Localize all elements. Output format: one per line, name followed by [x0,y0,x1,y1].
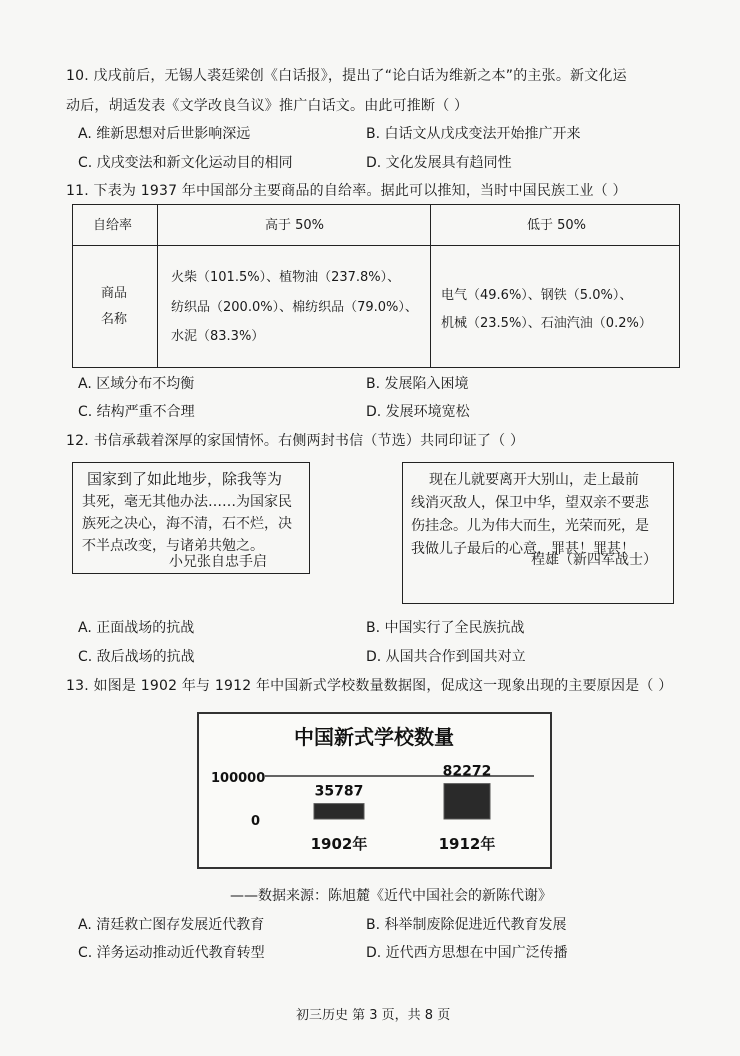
q10-option-b[interactable]: B. 白话文从戊戌变法开始推广开来 [366,126,581,142]
letter1-line: 族死之决心，海不清，石不烂，决 [82,516,292,532]
y-tick-label: 0 [251,814,261,829]
school-count-chart [197,712,552,869]
table-divider [73,245,679,246]
table-divider [430,205,431,367]
letter2-line: 我做儿子最后的心意，罪甚！罪甚！ [411,541,635,557]
y-tick-label: 100000 [211,771,266,786]
letter1-line: 不半点改变，与诸弟共勉之。 [82,538,264,554]
letter1-line: 国家到了如此地步，除我等为 [87,470,283,488]
table-cell-high: 纺织品（200.0%）、棉纺织品（79.0%）、 [171,300,418,315]
self-sufficiency-table [72,204,680,368]
table-header-high: 高于 50% [265,218,325,233]
table-row-label: 商品 [101,286,128,301]
q12-option-a[interactable]: A. 正面战场的抗战 [78,620,195,636]
page-footer: 初三历史 第 3 页，共 8 页 [296,1008,451,1023]
q12-option-d[interactable]: D. 从国共合作到国共对立 [366,649,526,665]
x-tick-label: 1902年 [310,835,368,853]
bar-value-label: 35787 [314,783,364,800]
letter2-signature: 程雄（新四军战士） [531,552,657,568]
letter2-line: 线消灭敌人，保卫中华，望双亲不要悲 [411,495,649,511]
q11-stem: 11. 下表为 1937 年中国部分主要商品的自给率。据此可以推知，当时中国民族工业（ ） [66,183,627,199]
q11-option-c[interactable]: C. 结构严重不合理 [78,404,195,420]
q10-stem-line2: 动后，胡适发表《文学改良刍议》推广白话文。由此可推断（ ） [66,98,469,114]
letter2-line: 现在儿就要离开大别山，走上最前 [429,472,639,488]
table-cell-high: 火柴（101.5%）、植物油（237.8%）、 [171,270,401,285]
chart-source-caption: ——数据来源：陈旭麓《近代中国社会的新陈代谢》 [230,888,552,904]
chart-title: 中国新式学校数量 [294,725,454,749]
letter-zhang-zizhong [72,462,310,574]
q13-stem: 13. 如图是 1902 年与 1912 年中国新式学校数量数据图，促成这一现象出现的主要原因是（ ） [66,678,673,694]
table-divider [157,205,158,367]
letter1-signature: 小兄张自忠手启 [169,554,267,570]
bar-chart-svg [199,714,550,867]
bar-1902年 [314,804,364,819]
q12-option-c[interactable]: C. 敌后战场的抗战 [78,649,195,665]
letter2-line: 伤挂念。儿为伟大而生，光荣而死，是 [411,518,649,534]
q13-option-c[interactable]: C. 洋务运动推动近代教育转型 [78,945,265,961]
q12-stem: 12. 书信承载着深厚的家国情怀。右侧两封书信（节选）共同印证了（ ） [66,433,525,449]
q11-option-b[interactable]: B. 发展陷入困境 [366,376,469,392]
q11-option-a[interactable]: A. 区域分布不均衡 [78,376,195,392]
bar-1912年 [444,784,490,819]
q13-option-a[interactable]: A. 清廷救亡图存发展近代教育 [78,917,265,933]
table-header-label: 自给率 [93,218,133,233]
bar-value-label: 82272 [442,763,492,780]
table-cell-low: 机械（23.5%）、石油汽油（0.2%） [441,316,652,331]
q10-option-a[interactable]: A. 维新思想对后世影响深远 [78,126,251,142]
q13-option-d[interactable]: D. 近代西方思想在中国广泛传播 [366,945,568,961]
letter-cheng-xiong [402,462,674,604]
table-header-low: 低于 50% [527,218,587,233]
q11-option-d[interactable]: D. 发展环境宽松 [366,404,470,420]
q12-option-b[interactable]: B. 中国实行了全民族抗战 [366,620,525,636]
table-cell-low: 电气（49.6%）、钢铁（5.0%）、 [441,288,633,303]
q10-option-c[interactable]: C. 戊戌变法和新文化运动目的相同 [78,155,293,171]
table-cell-high: 水泥（83.3%） [171,329,265,344]
q13-option-b[interactable]: B. 科举制废除促进近代教育发展 [366,917,567,933]
q10-option-d[interactable]: D. 文化发展具有趋同性 [366,155,512,171]
q10-stem-line1: 10. 戊戌前后，无锡人裘廷梁创《白话报》，提出了“论白话为维新之本”的主张。新文化运 [66,68,627,84]
table-row-label: 名称 [101,312,128,327]
letter1-line: 其死，毫无其他办法……为国家民 [82,494,292,510]
x-tick-label: 1912年 [438,835,496,853]
